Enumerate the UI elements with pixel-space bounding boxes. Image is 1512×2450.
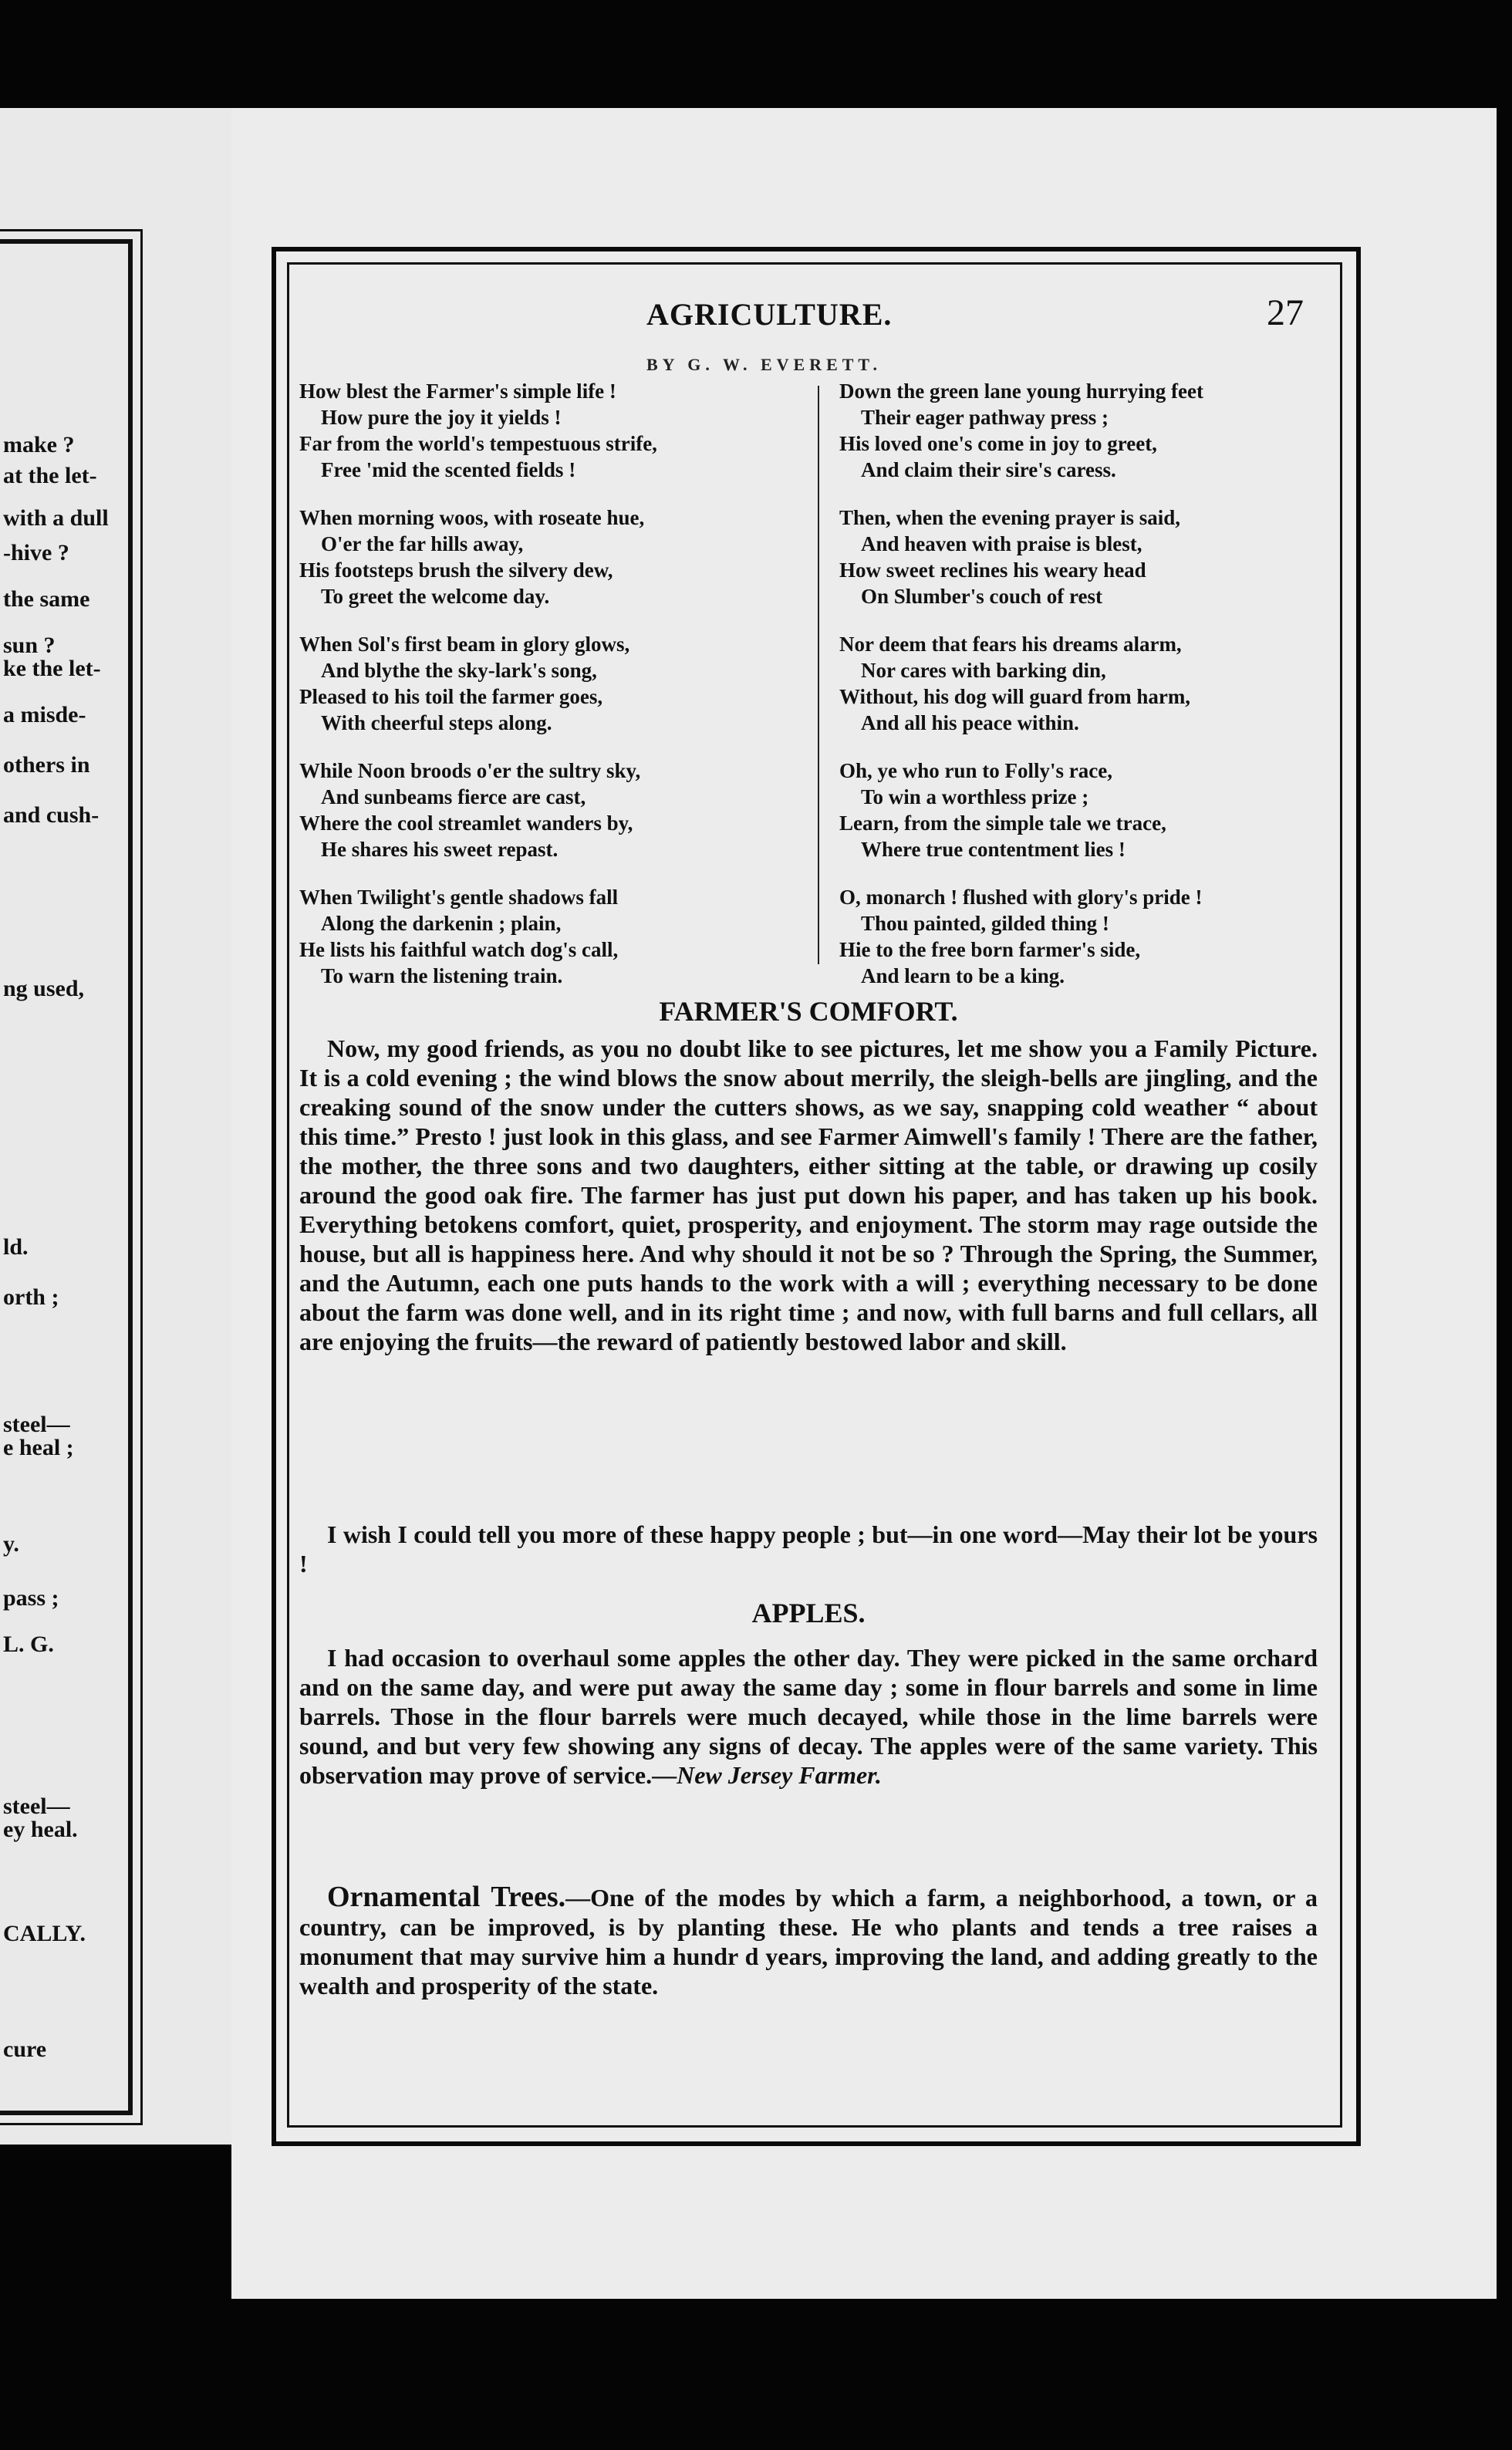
poem-line: To win a worthless prize ; [861, 785, 1089, 808]
facing-page-line: cure [3, 2037, 47, 2062]
apples-source: New Jersey Farmer. [677, 1761, 882, 1789]
poem-line: And blythe the sky-lark's song, [321, 659, 597, 682]
facing-page-line: and cush- [3, 802, 100, 828]
facing-page-line: steel— [3, 1794, 70, 1819]
poem-line: His loved one's come in joy to greet, [839, 432, 1157, 455]
poem-right-column [839, 378, 1318, 1011]
poem-line: And all his peace within. [861, 711, 1079, 734]
ornamental-trees-lead: Ornamental Trees. [327, 1881, 566, 1913]
running-header [299, 285, 1318, 339]
poem-line: He shares his sweet repast. [321, 838, 559, 861]
facing-page-line: pass ; [3, 1585, 59, 1611]
page-number: 27 [1267, 292, 1304, 333]
poem-line: Oh, ye who run to Folly's race, [839, 759, 1112, 782]
farmers-comfort-heading: FARMER'S COMFORT. [659, 996, 958, 1027]
apples-body: I had occasion to overhaul some apples the other day. They were picked in the same orchard and on the same day, and were put away the same day ; some in flour barrels and some in lime barrels. Those in the flour barrels were much decayed, while those in the lime barrels were sound, and but very few showing any signs of decay. The apples were of the same variety. This observation may prove of service.— [299, 1644, 1318, 1789]
book-page [231, 108, 1497, 2299]
poem-line: Down the green lane young hurrying feet [839, 380, 1203, 403]
poem-line: And learn to be a king. [861, 964, 1065, 987]
facing-page-line: at the let- [3, 463, 97, 488]
poem-line: Pleased to his toil the farmer goes, [299, 685, 603, 708]
poem-stanza-right [839, 631, 1318, 736]
poem-line: O, monarch ! flushed with glory's pride ! [839, 886, 1203, 909]
poem-line: Then, when the evening prayer is said, [839, 506, 1181, 529]
poem-stanza-left [299, 505, 793, 609]
poem-line: Thou painted, gilded thing ! [861, 912, 1109, 935]
poem-line: Learn, from the simple tale we trace, [839, 812, 1166, 835]
poem-stanza-left [299, 631, 793, 736]
poem-byline: BY G. W. EVERETT. [646, 355, 882, 374]
ornamental-trees-body: —One of the modes by which a farm, a neighborhood, a town, or a country, can be improved, is by planting these. He who plants and tends a tree raises a monument that may survive him a hundr d years, improving the land, and adding greatly to the wealth and prosperity of the state. [299, 1884, 1318, 1999]
facing-page-line: -hive ? [3, 540, 69, 565]
poem-left-column [299, 378, 793, 1011]
poem-line: Where true contentment lies ! [861, 838, 1126, 861]
facing-page-line: steel— [3, 1412, 70, 1437]
facing-page-line: e heal ; [3, 1435, 74, 1460]
poem-line: He lists his faithful watch dog's call, [299, 938, 619, 961]
poem-stanza-left [299, 378, 793, 483]
apples-paragraph [299, 1643, 1318, 1790]
poem-line: To greet the welcome day. [321, 585, 550, 608]
poem-line: Without, his dog will guard from harm, [839, 685, 1191, 708]
facing-page-line: CALLY. [3, 1921, 86, 1946]
poem-line: And claim their sire's caress. [861, 458, 1116, 481]
poem-line: Along the darkenin ; plain, [321, 912, 562, 935]
poem-stanza-left [299, 758, 793, 862]
poem-line: O'er the far hills away, [321, 532, 524, 555]
poem-line: When Sol's first beam in glory glows, [299, 633, 630, 656]
poem-line: While Noon broods o'er the sultry sky, [299, 759, 641, 782]
farmers-comfort-paragraph-2: I wish I could tell you more of these happy people ; but—in one word—May their lot be yours ! [299, 1520, 1318, 1578]
facing-page-line: sun ? [3, 633, 56, 658]
poem-line: Their eager pathway press ; [861, 406, 1109, 429]
section-title: AGRICULTURE. [646, 297, 893, 332]
poem-line: Hie to the free born farmer's side, [839, 938, 1141, 961]
poem-line: On Slumber's couch of rest [861, 585, 1103, 608]
facing-page-line: ng used, [3, 976, 85, 1001]
apples-heading: APPLES. [751, 1598, 866, 1628]
poem-stanza-right [839, 758, 1318, 862]
poem-line: Where the cool streamlet wanders by, [299, 812, 633, 835]
poem-line: How pure the joy it yields ! [321, 406, 562, 429]
poem-stanza-right [839, 378, 1318, 483]
facing-page-line: make ? [3, 432, 75, 457]
poem-line: When Twilight's gentle shadows fall [299, 886, 619, 909]
facing-page-line: ke the let- [3, 656, 101, 681]
poem-line: How sweet reclines his weary head [839, 559, 1146, 582]
poem-line: How blest the Farmer's simple life ! [299, 380, 616, 403]
poem-line: Nor deem that fears his dreams alarm, [839, 633, 1182, 656]
poem-stanza-right [839, 505, 1318, 609]
facing-page-line: a misde- [3, 702, 86, 727]
poem-line: And heaven with praise is blest, [861, 532, 1142, 555]
facing-page-line: y. [3, 1531, 19, 1557]
poem-line: His footsteps brush the silvery dew, [299, 559, 613, 582]
facing-page-line: the same [3, 586, 90, 612]
column-divider [818, 386, 819, 964]
farmers-comfort-paragraph-1: Now, my good friends, as you no doubt like to see pictures, let me show you a Family Picture. It is a cold evening ; the wind blows the snow about merrily, the sleigh-bells are jingling, and the creaking sound of the snow under the cutters shows, as we say, snapping cold weather “ about this time.” Presto ! just look in this glass, and see Farmer Aimwell's family ! There are the father, the mother, the three sons and two daughters, either sitting at the table, or drawing up cosily around the good oak fire. The farmer has just put down his paper, and has taken up his book. Everything betokens comfort, quiet, prosperity, and enjoyment. The storm may rage outside the house, but all is happiness here. And why should it not be so ? Through the Spring, the Summer, and the Autumn, each one puts hands to the work with a will ; everything necessary to be done about the farm was done well, and in its right time ; and now, with full barns and full cellars, all are enjoying the fruits—the reward of patiently bestowed labor and skill. [299, 1034, 1318, 1355]
facing-page-line: orth ; [3, 1284, 59, 1310]
facing-page-line: others in [3, 752, 90, 778]
facing-page-line: with a dull [3, 505, 109, 531]
poem-line: To warn the listening train. [321, 964, 563, 987]
poem-line: And sunbeams fierce are cast, [321, 785, 586, 808]
poem-stanza-left [299, 884, 793, 989]
poem-line: When morning woos, with roseate hue, [299, 506, 645, 529]
poem-line: Far from the world's tempestuous strife, [299, 432, 657, 455]
poem-stanza-right [839, 884, 1318, 989]
ornamental-trees-paragraph [299, 1882, 1318, 2000]
facing-page-line: ld. [3, 1234, 29, 1260]
facing-page-line: ey heal. [3, 1817, 78, 1842]
facing-page-line: L. G. [3, 1632, 54, 1657]
poem-line: Free 'mid the scented fields ! [321, 458, 576, 481]
poem-line: Nor cares with barking din, [861, 659, 1106, 682]
poem-line: With cheerful steps along. [321, 711, 552, 734]
facing-page [0, 108, 235, 2145]
